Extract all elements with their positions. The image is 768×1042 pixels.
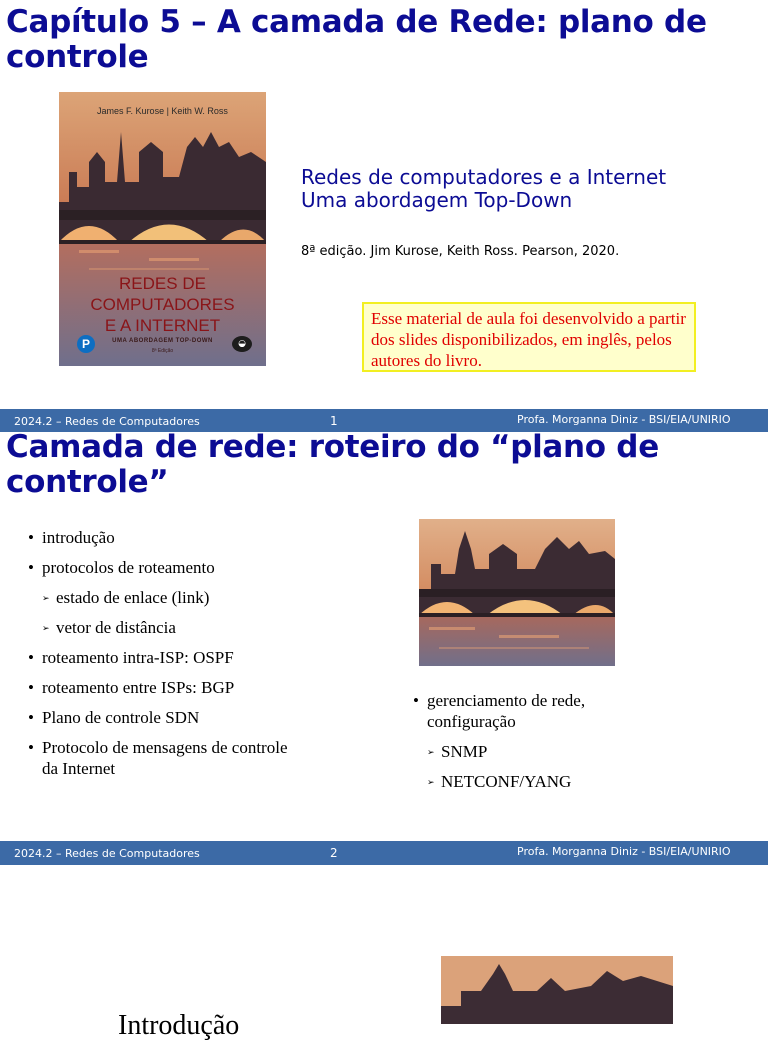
footer-page-number: 2 bbox=[330, 846, 338, 860]
bullet-icon: • bbox=[28, 558, 34, 577]
bullet-text: Plano de controle SDN bbox=[42, 708, 200, 727]
bullet-text-line-1: Protocolo de mensagens de controle bbox=[42, 738, 288, 757]
footer-author: Profa. Morganna Diniz - BSI/EIA/UNIRIO bbox=[517, 413, 731, 426]
sub-bullet-arrow-icon: ➢ bbox=[427, 747, 435, 757]
bullet-text: vetor de distância bbox=[56, 618, 176, 637]
slide-2-title-line-1: Camada de rede: roteiro do “plano de bbox=[6, 433, 659, 465]
bullet-icon: • bbox=[28, 738, 34, 757]
bullet-text: roteamento intra-ISP: OSPF bbox=[42, 648, 234, 667]
book-title bbox=[301, 166, 666, 212]
book-reference: 8ª edição. Jim Kurose, Keith Ross. Pearson, 2020. bbox=[301, 244, 620, 259]
left-bullet-list bbox=[28, 527, 358, 787]
bookman-logo-icon: ◒ bbox=[232, 336, 252, 352]
bullet-icon: • bbox=[28, 528, 34, 547]
cover-title bbox=[59, 273, 266, 336]
footer-course: 2024.2 – Redes de Computadores bbox=[14, 415, 200, 428]
bullet-text: protocolos de roteamento bbox=[42, 558, 215, 577]
note-box: Esse material de aula foi desenvolvido a partir dos slides disponibilizados, em inglês, pelos autores do livro. bbox=[362, 302, 696, 372]
slide-1-title-line-1: Capítulo 5 – A camada de Rede: plano de bbox=[6, 4, 707, 40]
slide-3-title: Introdução bbox=[118, 1010, 240, 1041]
slide-3-photo bbox=[441, 956, 673, 1024]
footer-course: 2024.2 – Redes de Computadores bbox=[14, 847, 200, 860]
book-title-line-1: Redes de computadores e a Internet bbox=[301, 165, 667, 189]
footer-author: Profa. Morganna Diniz - BSI/EIA/UNIRIO bbox=[517, 845, 731, 858]
slide-2-title-line-2: controle” bbox=[6, 464, 169, 500]
book-title-line-2: Uma abordagem Top-Down bbox=[301, 188, 573, 212]
slide-3 bbox=[0, 866, 768, 1024]
slide-1-footer bbox=[0, 409, 768, 432]
bullet-text-line-1: gerenciamento de rede, bbox=[427, 691, 586, 710]
bullet-icon: • bbox=[28, 708, 34, 727]
bullet-text: NETCONF/YANG bbox=[441, 772, 572, 791]
bullet-text bbox=[427, 690, 585, 732]
paris-bridge-art bbox=[419, 519, 615, 666]
bullet-icon: • bbox=[413, 691, 419, 710]
footer-page-number: 1 bbox=[330, 414, 338, 428]
bullet-text: introdução bbox=[42, 528, 115, 547]
cover-subtitle: UMA ABORDAGEM TOP-DOWN bbox=[112, 338, 213, 344]
slide-1-title-line-2: controle bbox=[6, 39, 149, 75]
cover-authors: James F. Kurose | Keith W. Ross bbox=[97, 106, 228, 116]
right-bullet-list bbox=[413, 690, 713, 800]
slide-1-title bbox=[6, 5, 707, 75]
pearson-logo-icon: P bbox=[77, 335, 95, 353]
slide-2-title bbox=[6, 433, 659, 500]
sub-bullet-arrow-icon: ➢ bbox=[42, 593, 50, 603]
bullet-icon: • bbox=[28, 678, 34, 697]
cover-title-line-2: COMPUTADORES bbox=[90, 295, 235, 314]
bullet-text-line-2: configuração bbox=[427, 712, 516, 731]
bullet-icon: • bbox=[28, 648, 34, 667]
book-cover bbox=[59, 92, 266, 366]
bullet-text: roteamento entre ISPs: BGP bbox=[42, 678, 235, 697]
bullet-text: estado de enlace (link) bbox=[56, 588, 210, 607]
bullet-text: SNMP bbox=[441, 742, 488, 761]
slide-3-photo-art bbox=[441, 956, 673, 1024]
bullet-text-line-2: da Internet bbox=[42, 759, 116, 778]
bullet-text bbox=[42, 737, 288, 779]
slide-2 bbox=[0, 433, 768, 865]
sub-bullet-arrow-icon: ➢ bbox=[42, 623, 50, 633]
cover-edition: 8ª Edição bbox=[151, 348, 174, 354]
cover-title-line-3: E A INTERNET bbox=[104, 316, 221, 335]
sub-bullet-arrow-icon: ➢ bbox=[427, 777, 435, 787]
paris-bridge-photo bbox=[419, 519, 615, 666]
cover-title-line-1: REDES DE bbox=[119, 274, 206, 293]
slide-1 bbox=[0, 0, 768, 432]
slide-2-footer bbox=[0, 841, 768, 865]
